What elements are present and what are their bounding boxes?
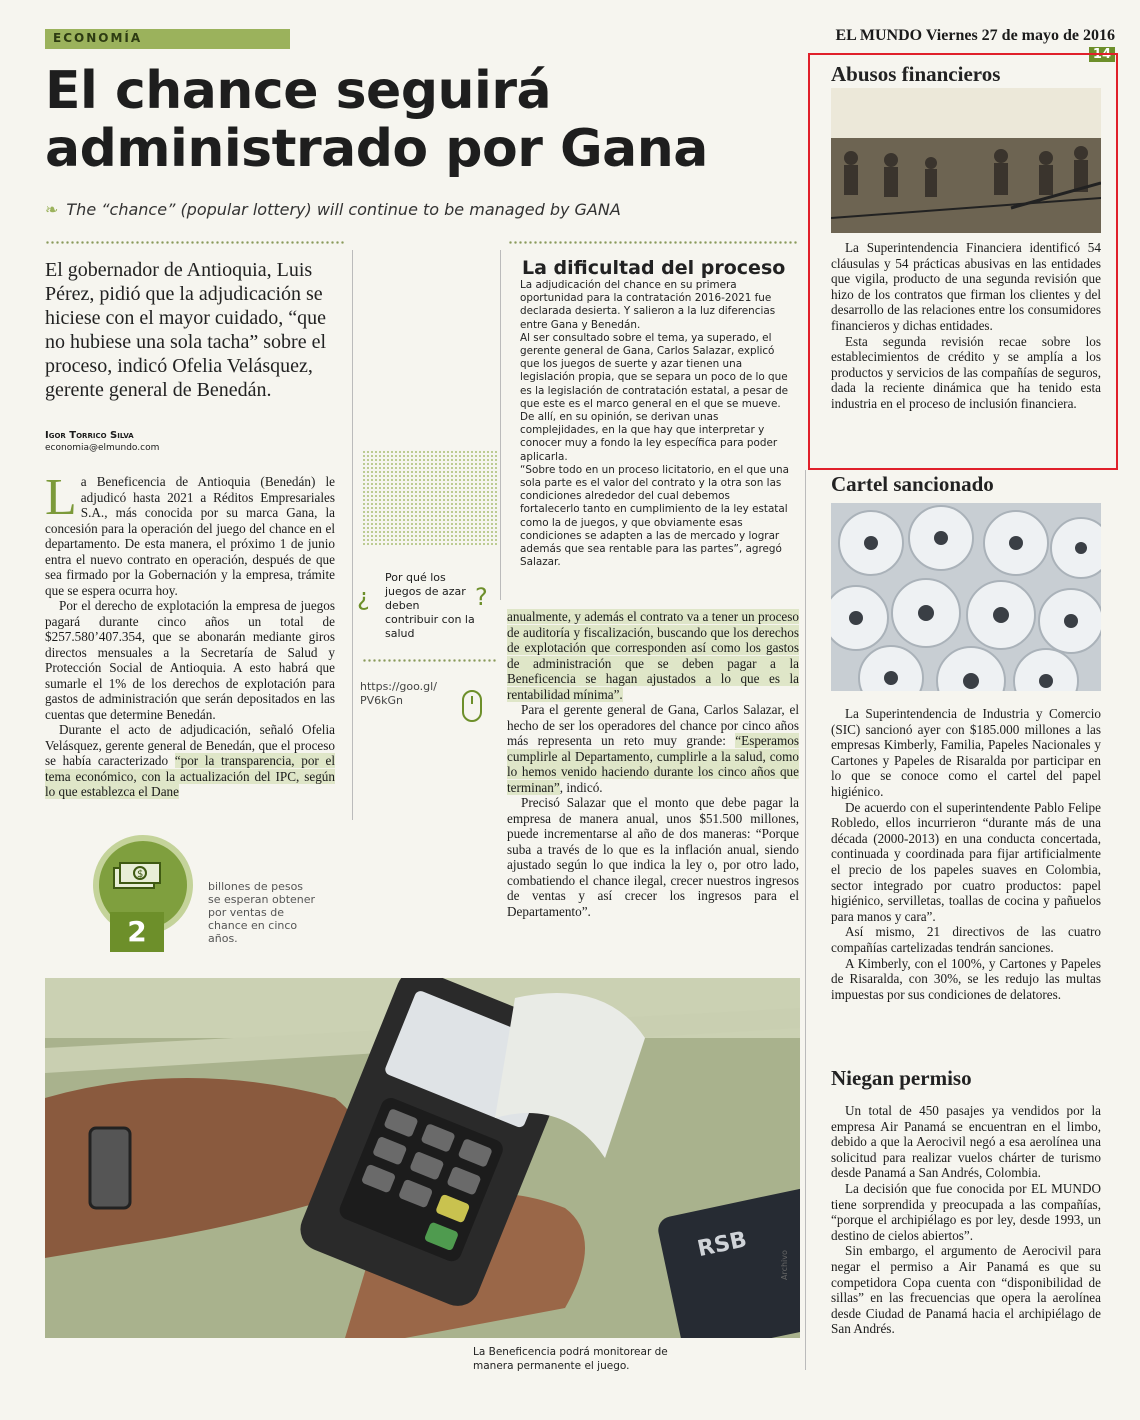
photo-toilet-paper bbox=[831, 503, 1101, 691]
headline-line-2: administrado por Gana bbox=[45, 119, 708, 179]
photo-illustration bbox=[831, 503, 1101, 691]
svg-text:$: $ bbox=[137, 869, 144, 880]
author-email: economia@elmundo.com bbox=[45, 443, 160, 453]
issue-date: Viernes 27 de mayo de 2016 bbox=[925, 27, 1115, 44]
leaf-icon: ❧ bbox=[45, 200, 59, 219]
money-icon bbox=[108, 858, 168, 894]
paragraph bbox=[507, 609, 799, 702]
paragraph: La Superintendencia de Industria y Comercio (SIC) sancionó ayer con $185.000 millones a las empresas Kimberly, Familia, Papeles Nacionales y Cartones y Papeles de Risaralda por participar en lo que se conoce como el cartel del papel higiénico. bbox=[831, 706, 1101, 799]
paragraph: La Superintendencia Financiera identificó 54 cláusulas y 54 prácticas abusivas en las entidades que vigila, producto de una segunda revisión que hizo de los contratos que firman los clientes y del desarrollo de las relaciones entre los consumidores financieros y dichas entidades. bbox=[831, 240, 1101, 333]
paragraph: Al ser consultado sobre el tema, ya superado, el gerente general de Gana, Carlos Salazar, explicó que los juegos de suerte y azar tienen una legislación propia, que se separa un poco de lo que es la legislación de contratación estatal, a pesar de que este es el marco general en el que se mueve. De allí, en su opinión, se derivan unas complejidades, en la que hay que interpretar y conocer muy a fondo la ley específica para poder aplicarla. bbox=[520, 331, 789, 463]
divider bbox=[805, 470, 806, 1370]
question-box[interactable] bbox=[355, 565, 495, 665]
subtitle bbox=[45, 200, 765, 219]
paragraph: La adjudicación del chance en su primera oportunidad para la contratación 2016-2021 fue declarada desierta. Y salieron a la luz diferencias entre Gana y Benedán. bbox=[520, 279, 776, 331]
headline bbox=[45, 62, 765, 178]
link-url[interactable]: https://goo.gl/ PV6kGn bbox=[360, 680, 437, 707]
photo-illustration bbox=[831, 88, 1101, 233]
paragraph: Esta segunda revisión recae sobre los establecimientos de crédito y se amplía a los productos y servicios de las compañías de seguros, dada la reciente dinámica que ha tenido esta industria en el proceso de inclusión financiera. bbox=[831, 333, 1101, 411]
section-tag: ECONOMÍA bbox=[45, 29, 290, 49]
article-body-middle bbox=[507, 609, 799, 919]
photo-terminal bbox=[45, 978, 800, 1338]
permiso-title: Niegan permiso bbox=[831, 1066, 972, 1090]
author: Igor Torrico Silva bbox=[45, 430, 134, 441]
paragraph: De acuerdo con el superintendente Pablo Felipe Robledo, ellos incurrieron “durante más de una década (2000-2013) en una conducta concertada, continuada y coordinada para fijar artificialmente el precio de los papeles suaves en Colombia, sector integrado por cuatro productos: papel higiénico, servilletas, toallas de cocina y pañuelos para manos y cara”. bbox=[831, 799, 1101, 924]
sidebar-title: La dificultad del proceso bbox=[522, 257, 786, 279]
divider bbox=[500, 250, 501, 600]
photo-bank-hall bbox=[831, 88, 1101, 233]
photo-illustration bbox=[45, 978, 800, 1338]
headline-line-1: El chance seguirá bbox=[45, 61, 552, 121]
photo-credit: Archivo bbox=[780, 1250, 789, 1280]
photo-caption: La Beneficencia podrá monitorear de manera permanente el juego. bbox=[473, 1346, 668, 1372]
paragraph: Por el derecho de explotación la empresa de juegos pagará durante cinco años un total de $257.580’407.354, que se abonarán mediante giros directos mensuales a la Secretaría de Salud y Protección Social de Antioquia. A esto habrá que sumarle el 1% de los derechos de explotación para gastos de administración que serán depositados en las cuentas que determine Benedán. bbox=[45, 598, 335, 722]
device-brand: RSB bbox=[695, 1227, 750, 1263]
paragraph: Para el gerente general de Gana, Carlos Salazar, el hecho de ser los operadores del chance por cinco años más representa un reto muy grande: “Esperamos cumplirle al Departamento, cumplirle a la salud, como lo hemos venido haciendo durante los cinco años que terminan”, indicó. bbox=[507, 702, 799, 795]
divider bbox=[352, 250, 353, 820]
subtitle-text: The “chance” (popular lottery) will continue to be managed by GANA bbox=[66, 200, 621, 219]
divider bbox=[508, 240, 798, 246]
lead-paragraph: El gobernador de Antioquia, Luis Pérez, pidió que la adjudicación se hiciese con el mayor cuidado, “que no hubiese una sola tacha” sobre el proceso, indicó Ofelia Velásquez, gerente general de Benedán. bbox=[45, 259, 327, 401]
question-close-icon: ? bbox=[475, 583, 488, 611]
paragraph: La Beneficencia de Antioquia (Benedán) le adjudicó hasta 2021 a Réditos Empresariales S.A., más conocida por su marca Gana, la concesión para la operación del juego del chance en el departamento. De esta manera, el próximo 1 de junio entra el nuevo contrato en operación, después de que sea firmado por la Gobernación y la empresa, trámite que se espera ocurra hoy. bbox=[45, 469, 335, 598]
highlighted-quote: “por la transparencia, por el tema económico, con la actualización del IPC, según lo que establezca el Dane bbox=[45, 753, 335, 799]
paragraph: La decisión que fue conocida por EL MUNDO tiene sorprendida y preocupada a las compañías, “porque el archipiélago es por ley, desde 1993, un destino de cielos abiertos”. bbox=[831, 1180, 1101, 1243]
sidebar-body bbox=[520, 279, 792, 569]
page-number: 14 bbox=[1089, 47, 1115, 62]
paragraph: “Sobre todo en un proceso licitatorio, en el que una sola parte es el valor del contrato y la otra son las condiciones alrededor del cual debemos fortalecerlo tanto en cumplimiento de la ley estatal como la de juegos, y que obviamente esas condiciones se adapten a las de mercado y lograr además que sea rentable para las partes”, agregó Salazar. bbox=[520, 463, 789, 569]
drop-cap: L bbox=[45, 469, 77, 526]
infographic-text: billones de pesos se esperan obtener por ventas de chance en cinco años. bbox=[208, 880, 316, 945]
divider bbox=[362, 658, 497, 664]
paragraph: A Kimberly, con el 100%, y Cartones y Papeles de Risaralda, con 30%, se les redujo las multas impuestas por sus condiciones de delatores. bbox=[831, 955, 1101, 1002]
infographic-number: 2 bbox=[110, 912, 164, 952]
paragraph: Durante el acto de adjudicación, señaló Ofelia Velásquez, gerente general de Benedán, que el proceso se había caracterizado “por la transparencia, por el tema económico, con la actualización del IPC, según lo que establezca el Dane bbox=[45, 722, 335, 799]
cartel-body bbox=[831, 706, 1101, 1002]
mouse-icon bbox=[462, 690, 482, 722]
abusos-title: Abusos financieros bbox=[831, 62, 1001, 86]
article-body-left bbox=[45, 469, 335, 800]
highlighted-quote: anualmente, y además el contrato va a tener un proceso de auditoría y fiscalización, buscando que los derechos de explotación que corresponden así como los gastos de administración que se deben pagar a la Beneficencia se hagan ajustados a lo que es la rentabilidad mínima”. bbox=[507, 609, 799, 702]
question-text: Por qué los juegos de azar deben contribuir con la salud bbox=[385, 571, 475, 640]
abusos-body bbox=[831, 240, 1101, 412]
byline bbox=[45, 430, 345, 454]
paragraph: Un total de 450 pasajes ya vendidos por la empresa Air Panamá se encuentran en el limbo, debido a que la Aerocivil negó a esa aerolínea una solicitud para realizar vuelos chárter de turismo desde Panamá a San Andrés, Colombia. bbox=[831, 1103, 1101, 1181]
paragraph: Sin embargo, el argumento de Aerocivil para negar el permiso a Air Panamá es que su competidora Copa cuenta con “disponibilidad de sillas” en las frecuencias que opera la aerolínea desde Ciudad de Panamá hacia el archipiélago de San Andrés. bbox=[831, 1243, 1101, 1337]
permiso-body bbox=[831, 1103, 1101, 1337]
divider bbox=[45, 240, 345, 246]
decorative-texture bbox=[362, 450, 497, 545]
question-open-icon: ¿ bbox=[357, 583, 370, 611]
paper-name: EL MUNDO bbox=[835, 27, 923, 44]
cartel-title: Cartel sancionado bbox=[831, 472, 994, 496]
paragraph: Así mismo, 21 directivos de las cuatro compañías cartelizadas tendrán sanciones. bbox=[831, 924, 1101, 955]
highlighted-quote: “Esperamos cumplirle al Departamento, cumplirle a la salud, como lo hemos venido haciendo durante los cinco años que terminan” bbox=[507, 733, 799, 795]
paragraph: Precisó Salazar que el monto que debe pagar la empresa de manera anual, unos $51.500 millones, puede incrementarse al año de dos maneras: “Porque suba a través de lo que es la inflación anual, siendo ajustado según lo que indica la ley o, por otro lado, combatiendo el chance ilegal, crecer nuestros ingresos de ventas y así crecer los ingresos para el Departamento”. bbox=[507, 795, 799, 919]
